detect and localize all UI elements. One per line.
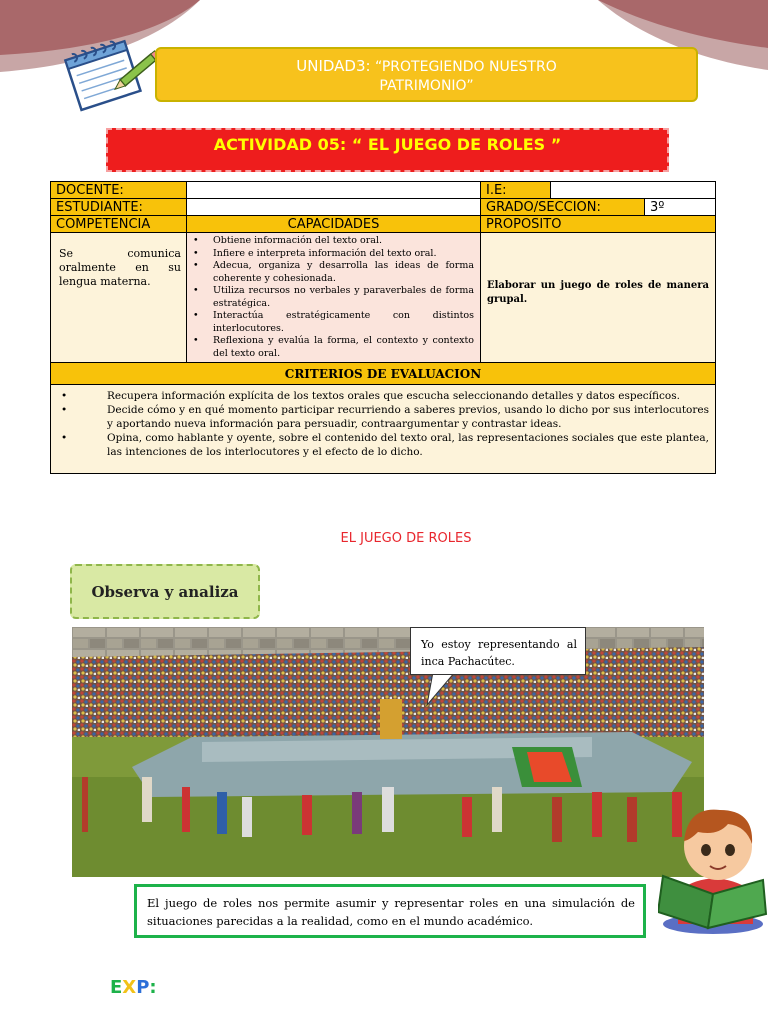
competencia-text: Se comunica oralmente en su lengua materna.: [51, 233, 187, 363]
capacidad-item: • Adecua, organiza y desarrolla las ideas de forma coherente y cohesionada.: [191, 260, 474, 285]
capacidades-list: [187, 233, 481, 363]
capacidad-item: • Infiere e interpreta información del texto oral.: [191, 248, 474, 261]
observa-analiza-label: Observa y analiza: [70, 564, 260, 619]
exp-label: [110, 977, 157, 998]
ie-label: I.E:: [481, 182, 551, 199]
docente-label: DOCENTE:: [51, 182, 187, 199]
ie-field[interactable]: [551, 182, 716, 199]
capacidad-item: • Utiliza recursos no verbales y paraverbales de forma estratégica.: [191, 285, 474, 310]
unit-title-line1: “PROTEGIENDO NUESTRO: [370, 59, 557, 75]
proposito-header: PROPOSITO: [481, 216, 716, 233]
exp-letter-e: E: [110, 977, 123, 998]
criterio-item: • Decide cómo y en qué momento participar recurriendo a saberes previos, usando lo dicho por sus interlocutores y aportando nueva información para persuadir, contraargumentar y contrastar ideas.: [57, 403, 709, 431]
definition-box: El juego de roles nos permite asumir y representar roles en una simulación de situaciones parecidas a la realidad, como en el mundo académico.: [134, 884, 646, 938]
grado-field[interactable]: 3º: [645, 199, 716, 216]
inti-raymi-photo: [72, 627, 704, 877]
unit-banner: [155, 47, 698, 102]
capacidad-item: • Interactúa estratégicamente con distintos interlocutores.: [191, 310, 474, 335]
criterio-item: • Recupera información explícita de los textos orales que escucha seleccionando detalles y datos específicos.: [57, 389, 709, 403]
estudiante-label: ESTUDIANTE:: [51, 199, 187, 216]
criterios-header: CRITERIOS DE EVALUACION: [51, 363, 716, 385]
capacidad-item: • Reflexiona y evalúa la forma, el contexto y contexto del texto oral.: [191, 335, 474, 360]
info-table: [50, 181, 715, 474]
unit-label: UNIDAD3:: [296, 57, 371, 75]
speech-bubble-tail: [425, 672, 465, 706]
exp-letter-p: P: [136, 977, 150, 998]
criterio-item: • Opina, como hablante y oyente, sobre el contenido del texto oral, las representaciones sociales que este plantea, las intenciones de los interlocutores y el efecto de lo dicho.: [57, 431, 709, 459]
child-reading-icon: [658, 796, 768, 936]
notepad-pencil-icon: [58, 30, 168, 115]
criterios-list: [51, 385, 716, 474]
speech-bubble: Yo estoy representando al inca Pachacútec.: [410, 627, 586, 675]
unit-title-line2: PATRIMONIO”: [379, 78, 474, 94]
grado-label: GRADO/SECCION:: [481, 199, 645, 216]
exp-colon: :: [149, 977, 157, 998]
competencia-header: COMPETENCIA: [51, 216, 187, 233]
exp-letter-x: X: [122, 977, 137, 998]
section-title: EL JUEGO DE ROLES: [340, 531, 472, 546]
docente-field[interactable]: [187, 182, 481, 199]
capacidades-header: CAPACIDADES: [187, 216, 481, 233]
capacidad-item: • Obtiene información del texto oral.: [191, 235, 474, 248]
proposito-text: Elaborar un juego de roles de manera grupal.: [481, 233, 716, 363]
estudiante-field[interactable]: [187, 199, 481, 216]
activity-title: ACTIVIDAD 05: “ EL JUEGO DE ROLES ”: [106, 128, 669, 172]
